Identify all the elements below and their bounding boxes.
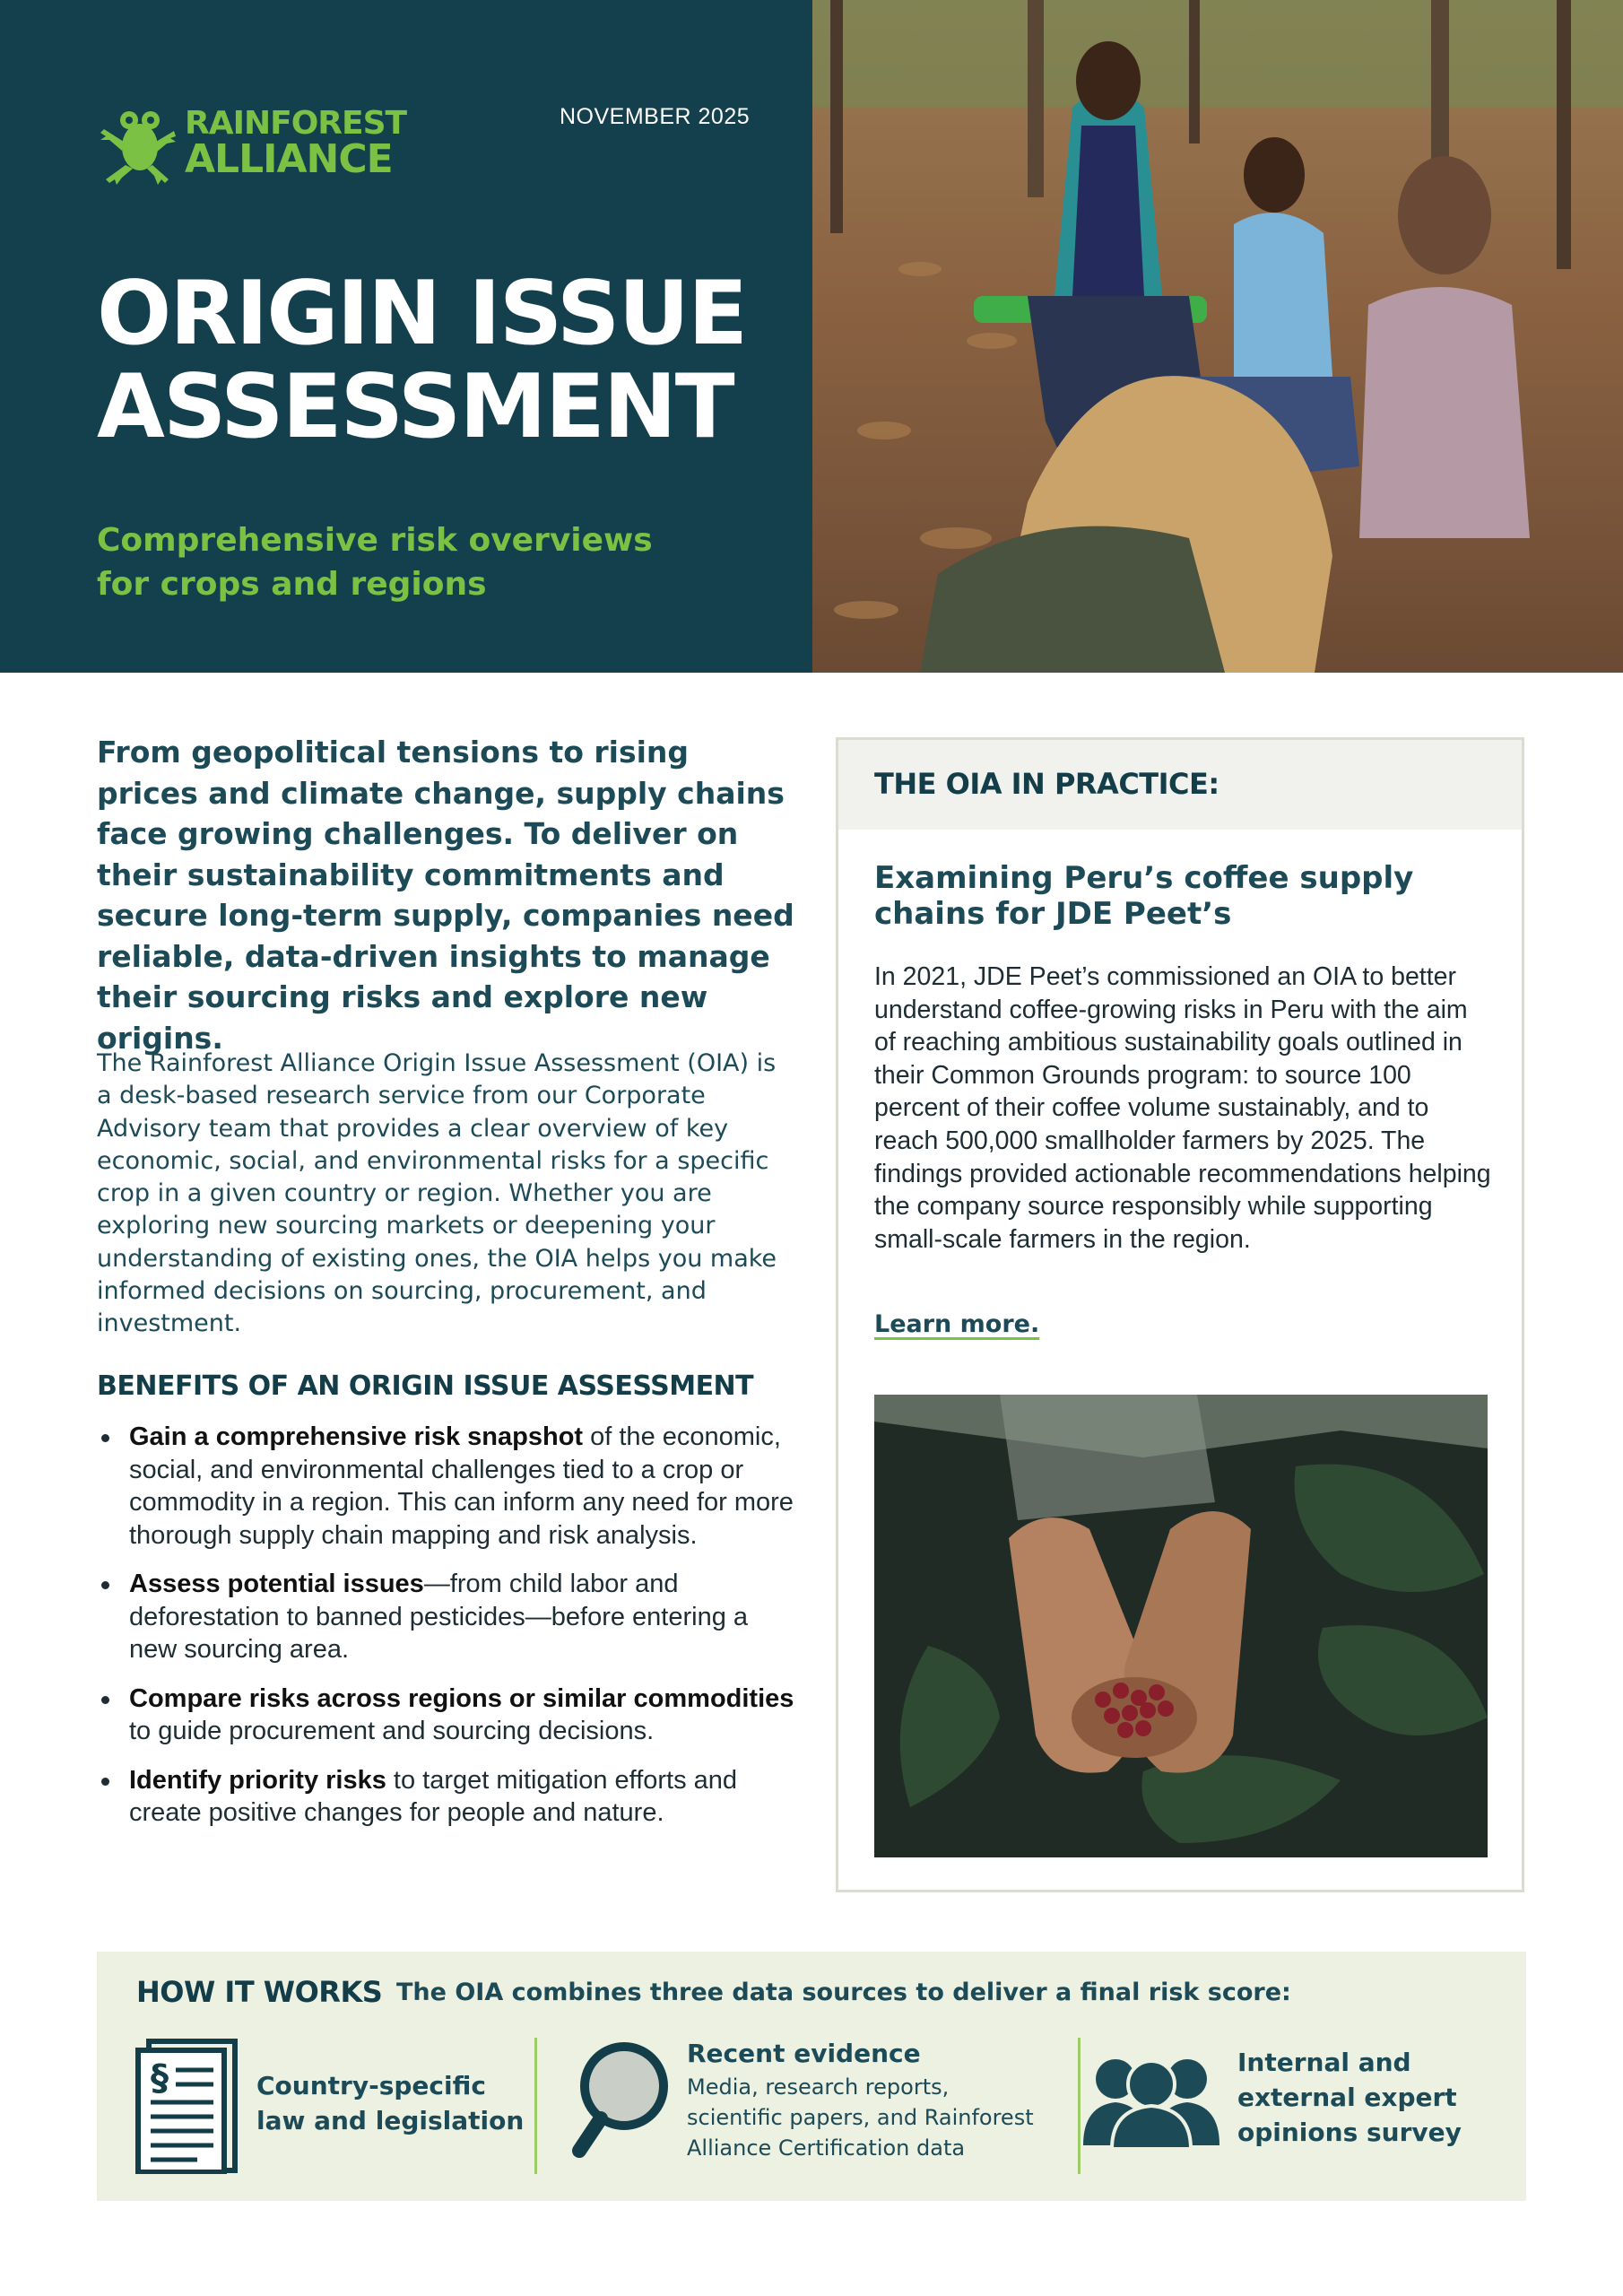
benefit-bold: Gain a comprehensive risk snapshot xyxy=(129,1422,584,1451)
document-icon xyxy=(135,2038,240,2174)
source-recent-evidence xyxy=(536,2032,1047,2176)
source-label: Recent evidence xyxy=(687,2039,921,2068)
coffee-cherries-in-hands-photo xyxy=(874,1395,1488,1857)
source-expert-survey xyxy=(1080,2032,1501,2176)
intro-body: The Rainforest Alliance Origin Issue Assessment (OIA) is a desk-based research service from our Corporate Advisory team that provides a clear overview of key economic, social, and environmental risks for a specific crop in a given country or region. Whether you are exploring new sourcing markets or deepening your understanding of existing ones, the OIA helps you make informed decisions on sourcing, procurement, and investment. xyxy=(97,1049,777,1338)
source-label-line: Country-specific xyxy=(256,2071,486,2100)
list-item xyxy=(97,1568,796,1666)
benefit-bold: Assess potential issues xyxy=(129,1570,424,1598)
oia-in-practice-box xyxy=(836,737,1524,1892)
source-sublabel-line: scientific papers, and Rainforest xyxy=(687,2105,1034,2130)
benefit-text: —from child labor and deforestation to banned pesticides—before entering a new sourcing area. xyxy=(129,1570,749,1664)
subtitle-line-2: for crops and regions xyxy=(97,566,487,603)
benefits-heading: BENEFITS OF AN ORIGIN ISSUE ASSESSMENT xyxy=(97,1370,754,1402)
subtitle-line-1: Comprehensive risk overviews xyxy=(97,522,653,559)
practice-heading: THE OIA IN PRACTICE: xyxy=(874,767,1219,801)
learn-more-link[interactable]: Learn more. xyxy=(874,1310,1040,1338)
how-it-works-title: HOW IT WORKS xyxy=(136,1975,383,2009)
benefit-text: of the economic, social, and environmental challenges tied to a crop or commodity in a region. This can inform any need for more thorough supply chain mapping and risk analysis. xyxy=(129,1422,794,1550)
title-line-1: ORIGIN ISSUE xyxy=(97,263,747,365)
title-line-2: ASSESSMENT xyxy=(97,356,733,458)
hero-banner xyxy=(0,0,1623,673)
page-title xyxy=(97,263,747,458)
benefits-list xyxy=(97,1421,796,1846)
people-icon xyxy=(1080,2050,1223,2149)
svg-text:§: § xyxy=(151,2057,169,2099)
source-label-line: external expert xyxy=(1237,2083,1457,2112)
how-it-works-panel xyxy=(97,1952,1526,2201)
benefit-bold: Compare risks across regions or similar commodities xyxy=(129,1683,794,1713)
how-it-works-description: The OIA combines three data sources to deliver a final risk score: xyxy=(396,1979,1291,2006)
source-label-line: law and legislation xyxy=(256,2106,525,2135)
source-label-line: Internal and xyxy=(1237,2048,1411,2077)
benefit-bold: Identify priority risks xyxy=(129,1765,386,1795)
list-item xyxy=(97,1421,796,1552)
source-sublabel-line: Media, research reports, xyxy=(687,2074,950,2100)
source-law-legislation xyxy=(135,2032,601,2176)
rainforest-alliance-logo[interactable] xyxy=(97,97,406,187)
list-item xyxy=(97,1683,796,1748)
publication-date: NOVEMBER 2025 xyxy=(560,104,751,129)
hero-panel xyxy=(0,0,812,673)
logo-wordmark xyxy=(185,105,407,182)
case-study-title: Examining Peru’s coffee supply chains for JDE Peet’s xyxy=(874,860,1414,932)
page-subtitle xyxy=(97,518,671,606)
intro-lead: From geopolitical tensions to rising prices and climate change, supply chains face growing challenges. To deliver on their sustainability commitments and secure long-term supply, companies need reliable, data-driven insights to manage their sourcing risks and explore new origins. xyxy=(97,735,794,1056)
logo-line-2: ALLIANCE xyxy=(185,136,393,182)
source-label-line: opinions survey xyxy=(1237,2118,1462,2147)
case-study-body: In 2021, JDE Peet’s commissioned an OIA to better understand coffee-growing risks in Peru with the aim of reaching ambitious sustainability goals outlined in their Common Grounds program: to source 100 percent of their coffee volume sustainably, and to reach 500,000 smallholder farmers by 2025. The findings provided actionable recommendations helping the company source responsibly while supporting small-scale farmers in the region. xyxy=(874,962,1491,1254)
frog-icon xyxy=(97,97,178,187)
hero-photo-meeting-in-forest xyxy=(812,0,1623,673)
practice-header xyxy=(838,740,1522,830)
list-item xyxy=(97,1764,796,1830)
benefit-text: to guide procurement and sourcing decisions. xyxy=(129,1717,655,1745)
logo-line-1: RAINFOREST xyxy=(185,105,407,142)
source-label xyxy=(256,2068,524,2138)
source-sublabel-line: Alliance Certification data xyxy=(687,2135,966,2161)
benefit-text: to target mitigation efforts and create positive changes for people and nature. xyxy=(129,1765,738,1827)
source-label xyxy=(1237,2045,1462,2150)
magnifier-icon xyxy=(570,2041,671,2158)
source-sublabel xyxy=(687,2072,1034,2163)
